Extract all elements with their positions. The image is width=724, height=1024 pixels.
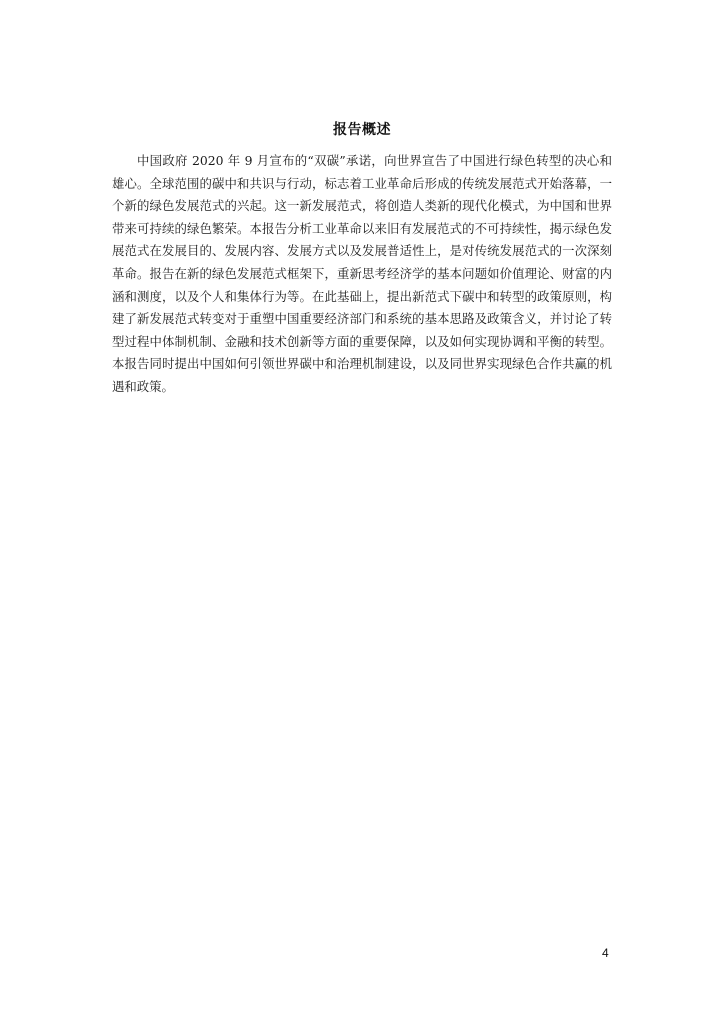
page-title: 报告概述 xyxy=(333,122,391,138)
overview-paragraph xyxy=(112,150,612,399)
paragraph-line: 中国政府 2020 年 9 月宣布的“双碳”承诺，向世界宣告了中国进行绿色转型的决心和 xyxy=(137,153,612,168)
paragraph-line: 涵和测度，以及个人和集体行为等。在此基础上，提出新范式下碳中和转型的政策原则，构 xyxy=(112,288,612,304)
paragraph-line: 本报告同时提出中国如何引领世界碳中和治理机制建设，以及同世界实现绿色合作共赢的机 xyxy=(112,356,612,372)
paragraph-line: 遇和政策。 xyxy=(112,378,174,394)
paragraph-line: 型过程中体制机制、金融和技术创新等方面的重要保障，以及如何实现协调和平衡的转型。 xyxy=(112,333,612,349)
paragraph-line: 雄心。全球范围的碳中和共识与行动，标志着工业革命后形成的传统发展范式开始落幕，一 xyxy=(112,175,612,191)
page-number: 4 xyxy=(602,946,609,960)
paragraph-line: 革命。报告在新的绿色发展范式框架下，重新思考经济学的基本问题如价值理论、财富的内 xyxy=(112,265,612,281)
paragraph-line: 建了新发展范式转变对于重塑中国重要经济部门和系统的基本思路及政策含义，并讨论了转 xyxy=(112,311,612,327)
paragraph-line: 展范式在发展目的、发展内容、发展方式以及发展普适性上，是对传统发展范式的一次深刻 xyxy=(112,243,612,259)
paragraph-line: 带来可持续的绿色繁荣。本报告分析工业革命以来旧有发展范式的不可持续性，揭示绿色发 xyxy=(112,220,612,236)
paragraph-line: 个新的绿色发展范式的兴起。这一新发展范式，将创造人类新的现代化模式，为中国和世界 xyxy=(112,198,612,214)
